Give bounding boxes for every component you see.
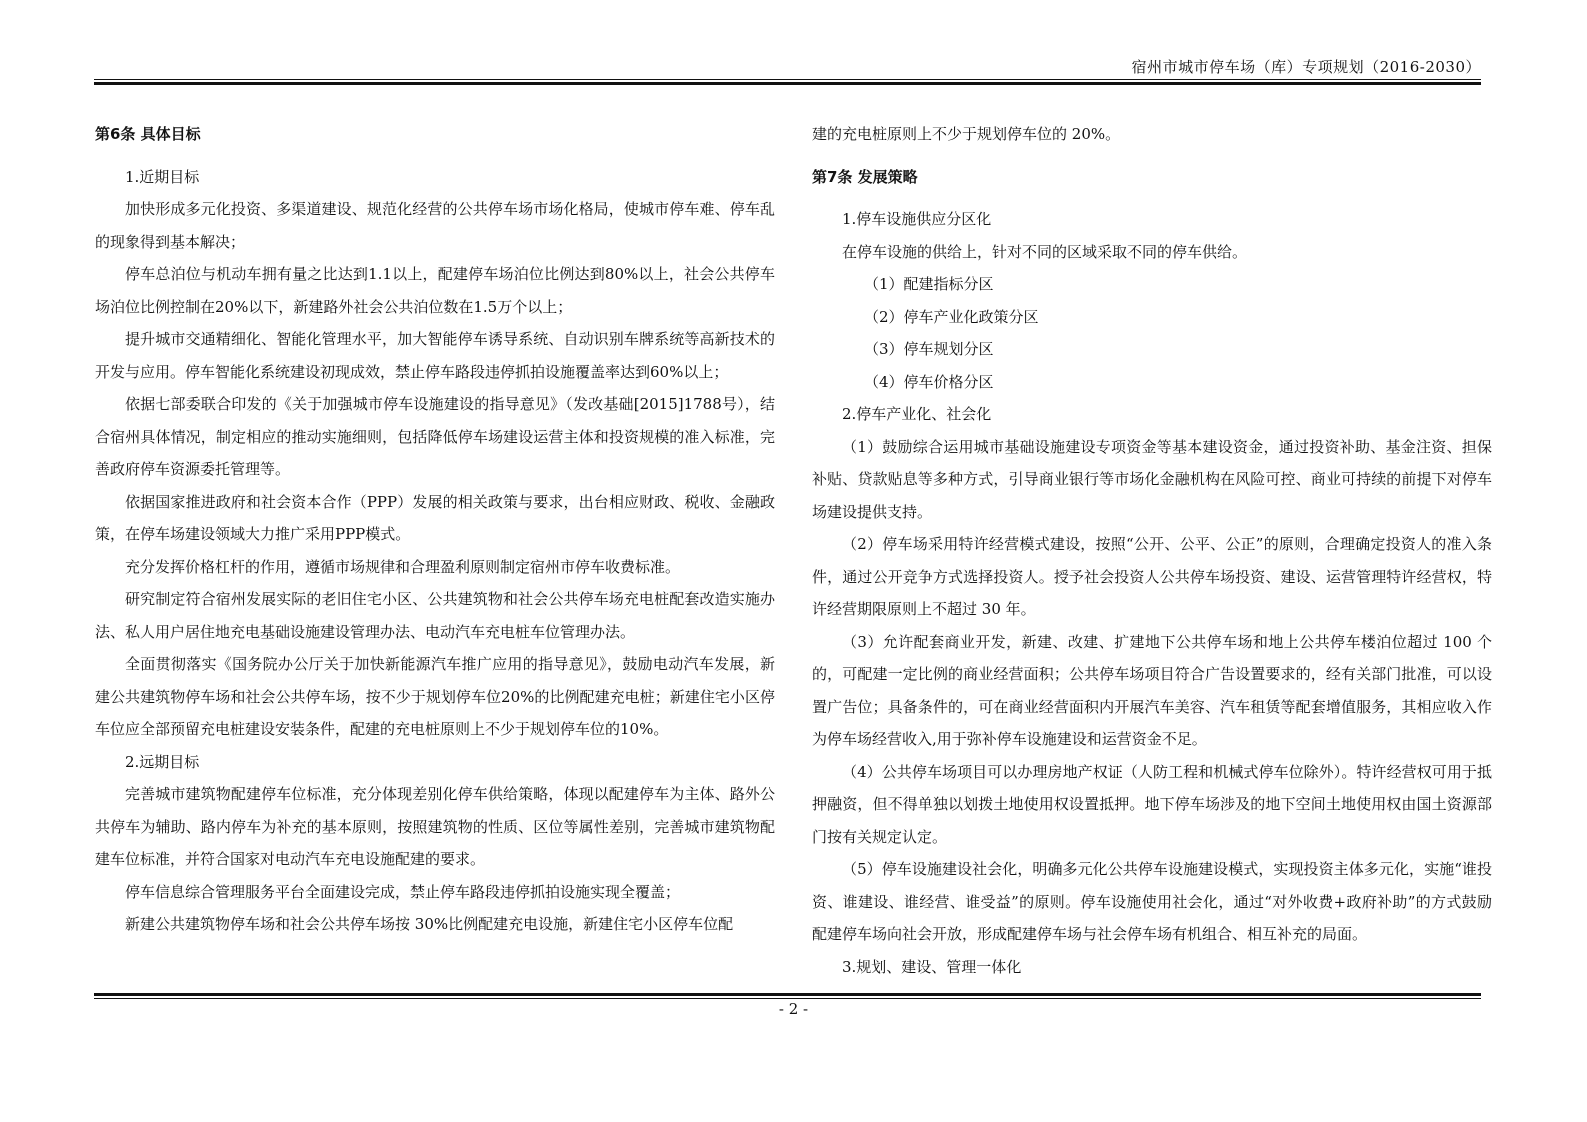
list-item: （3）停车规划分区 bbox=[864, 340, 994, 358]
paragraph: 研究制定符合宿州发展实际的老旧住宅小区、公共建筑物和社会公共停车场充电桩配套改造实施办法、私人用户居住地充电基础设施建设管理办法、电动汽车充电桩车位管理办法。 bbox=[95, 590, 775, 641]
footer-rule-thick bbox=[94, 993, 1481, 996]
paragraph: 全面贯彻落实《国务院办公厅关于加快新能源汽车推广应用的指导意见》，鼓励电动汽车发展，新建公共建筑物停车场和社会公共停车场，按不少于规划停车位20%的比例配建充电桩；新建住宅小区停车位应全部预留充电桩建设安装条件，配建的充电桩原则上不少于规划停车位的10%。 bbox=[95, 655, 775, 738]
section-heading-article-6: 第6条 具体目标 bbox=[95, 125, 201, 143]
paragraph: 停车信息综合管理服务平台全面建设完成，禁止停车路段违停抓拍设施实现全覆盖； bbox=[125, 882, 681, 901]
paragraph: 依据七部委联合印发的《关于加强城市停车设施建设的指导意见》（发改基础[2015]1788号），结合宿州具体情况，制定相应的推动实施细则，包括降低停车场建设运营主体和投资规模的准入标准，完善政府停车资源委托管理等。 bbox=[95, 395, 775, 478]
list-item: （1）配建指标分区 bbox=[864, 275, 994, 293]
paragraph: 加快形成多元化投资、多渠道建设、规范化经营的公共停车场市场化格局，使城市停车难、停车乱的现象得到基本解决； bbox=[95, 200, 775, 251]
header-rule-thick bbox=[94, 82, 1481, 85]
document-header-title: 宿州市城市停车场（库）专项规划（2016-2030） bbox=[1131, 58, 1481, 76]
footer-rule-thin bbox=[94, 998, 1481, 999]
paragraph: （3）允许配套商业开发，新建、改建、扩建地下公共停车场和地上公共停车楼泊位超过 100 个的，可配建一定比例的商业经营面积；公共停车场项目符合广告设置要求的，经有关部门批准，可以设置广告位；具备条件的，可在商业经营面积内开展汽车美容、汽车租赁等配套增值服务，其相应收入作为停车场经营收入,用于弥补停车设施建设和运营资金不足。 bbox=[812, 632, 1492, 748]
paragraph: 停车总泊位与机动车拥有量之比达到1.1以上，配建停车场泊位比例达到80%以上，社会公共停车场泊位比例控制在20%以下，新建路外社会公共泊位数在1.5万个以上； bbox=[95, 265, 775, 316]
list-item: （2）停车产业化政策分区 bbox=[864, 307, 1039, 326]
paragraph: 完善城市建筑物配建停车位标准，充分体现差别化停车供给策略，体现以配建停车为主体、路外公共停车为辅助、路内停车为补充的基本原则，按照建筑物的性质、区位等属性差别，完善城市建筑物配建车位标准，并符合国家对电动汽车充电设施配建的要求。 bbox=[95, 785, 775, 868]
subsection-long-term: 2.远期目标 bbox=[125, 752, 200, 771]
paragraph: 充分发挥价格杠杆的作用，遵循市场规律和合理盈利原则制定宿州市停车收费标准。 bbox=[125, 557, 681, 576]
section-heading-article-7: 第7条 发展策略 bbox=[812, 167, 918, 186]
paragraph: （5）停车设施建设社会化，明确多元化公共停车设施建设模式，实现投资主体多元化，实施“谁投资、谁建设、谁经营、谁受益”的原则。停车设施使用社会化，通过“对外收费+政府补助”的方式鼓励配建停车场向社会开放，形成配建停车场与社会停车场有机组合、相互补充的局面。 bbox=[812, 860, 1492, 943]
paragraph: 依据国家推进政府和社会资本合作（PPP）发展的相关政策与要求，出台相应财政、税收、金融政策，在停车场建设领域大力推广采用PPP模式。 bbox=[95, 492, 775, 543]
paragraph: 新建公共建筑物停车场和社会公共停车场按 30%比例配建充电设施，新建住宅小区停车位配 bbox=[125, 915, 734, 933]
paragraph: 提升城市交通精细化、智能化管理水平，加大智能停车诱导系统、自动识别车牌系统等高新技术的开发与应用。停车智能化系统建设初现成效，禁止停车路段违停抓拍设施覆盖率达到60%以上； bbox=[95, 330, 775, 381]
subsection-industrialization: 2.停车产业化、社会化 bbox=[842, 405, 992, 423]
subsection-zoning: 1.停车设施供应分区化 bbox=[842, 210, 992, 228]
paragraph-continuation: 建的充电桩原则上不少于规划停车位的 20%。 bbox=[812, 125, 1121, 143]
paragraph: 在停车设施的供给上，针对不同的区域采取不同的停车供给。 bbox=[842, 242, 1248, 261]
subsection-integration: 3.规划、建设、管理一体化 bbox=[842, 957, 1022, 976]
paragraph: （2）停车场采用特许经营模式建设，按照“公开、公平、公正”的原则，合理确定投资人的准入条件，通过公开竞争方式选择投资人。授予社会投资人公共停车场投资、建设、运营管理特许经营权，特许经营期限原则上不超过 30 年。 bbox=[812, 535, 1492, 618]
page-number: - 2 - bbox=[778, 1000, 809, 1018]
subsection-near-term: 1.近期目标 bbox=[125, 167, 200, 186]
right-column bbox=[812, 118, 1492, 983]
list-item: （4）停车价格分区 bbox=[864, 372, 994, 391]
paragraph: （1）鼓励综合运用城市基础设施建设专项资金等基本建设资金，通过投资补助、基金注资、担保补贴、贷款贴息等多种方式，引导商业银行等市场化金融机构在风险可控、商业可持续的前提下对停车场建设提供支持。 bbox=[812, 437, 1492, 521]
left-column bbox=[95, 118, 775, 941]
paragraph: （4）公共停车场项目可以办理房地产权证（人防工程和机械式停车位除外）。特许经营权可用于抵押融资，但不得单独以划拨土地使用权设置抵押。地下停车场涉及的地下空间土地使用权由国土资源部门按有关规定认定。 bbox=[812, 762, 1492, 846]
header-rule-thin bbox=[94, 79, 1481, 80]
